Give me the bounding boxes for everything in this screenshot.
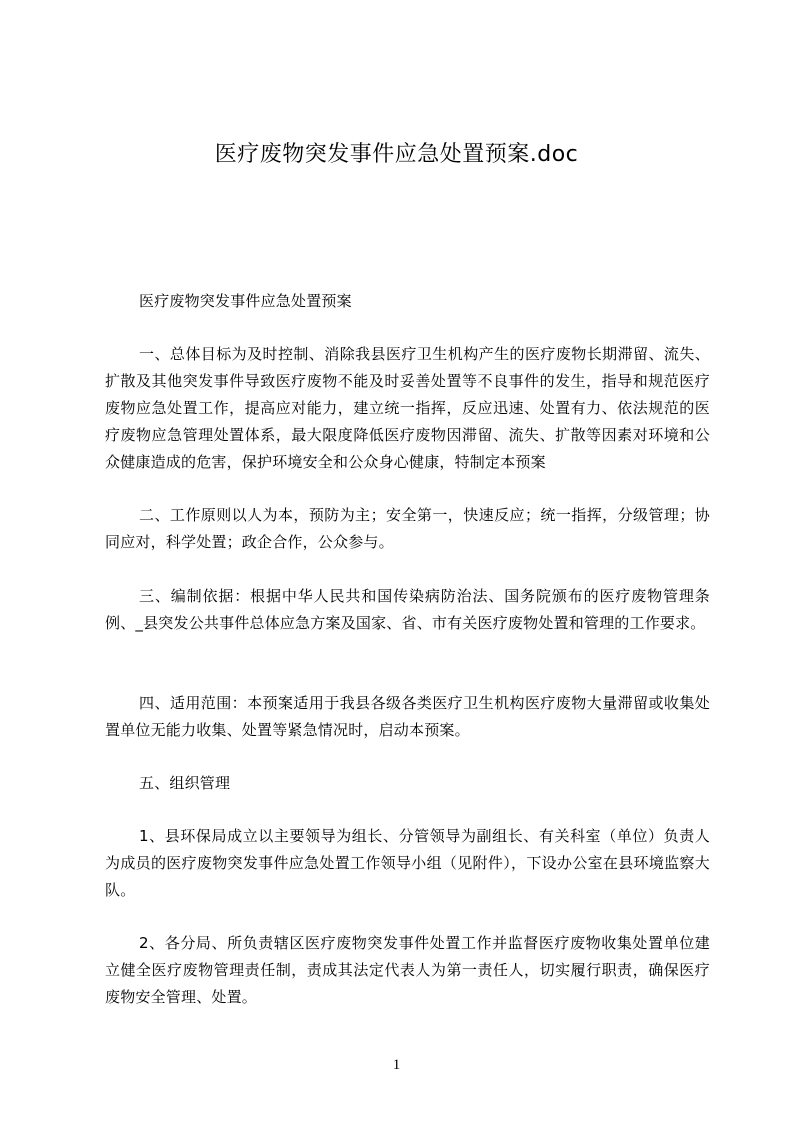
paragraph-item-2: 2、各分局、所负责辖区医疗废物突发事件处置工作并监督医疗废物收集处置单位建立健全医疗废物管理责任制，责成其法定代表人为第一责任人，切实履行职责，确保医疗废物安全管理、处置。 — [105, 934, 710, 1006]
document-title: 医疗废物突发事件应急处置预案.doc — [214, 142, 579, 167]
paragraph-work-principles: 二、工作原则以人为本，预防为主；安全第一，快速反应；统一指挥，分级管理；协同应对，科学处置；政企合作，公众参与。 — [105, 506, 710, 551]
paragraph-item-1: 1、县环保局成立以主要领导为组长、分管领导为副组长、有关科室（单位）负责人为成员的医疗废物突发事件应急处置工作领导小组（见附件），下设办公室在县环境监察大队。 — [105, 827, 710, 899]
section-heading-organization: 五、组织管理 — [139, 774, 231, 792]
page-number: 1 — [392, 1057, 401, 1073]
document-subtitle: 医疗废物突发事件应急处置预案 — [139, 292, 352, 310]
paragraph-overall-goal: 一、总体目标为及时控制、消除我县医疗卫生机构产生的医疗废物长期滞留、流失、扩散及其他突发事件导致医疗废物不能及时妥善处置等不良事件的发生，指导和规范医疗废物应急处置工作，提高应对能力，建立统一指挥，反应迅速、处置有力、依法规范的医疗废物应急管理处置体系，最大限度降低医疗废物因滞留、流失、扩散等因素对环境和公众健康造成的危害，保护环境安全和公众身心健康，特制定本预案 — [105, 345, 710, 471]
paragraph-scope: 四、适用范围：本预案适用于我县各级各类医疗卫生机构医疗废物大量滞留或收集处置单位无能力收集、处置等紧急情况时，启动本预案。 — [105, 694, 710, 739]
paragraph-basis: 三、编制依据：根据中华人民共和国传染病防治法、国务院颁布的医疗废物管理条例、_县突发公共事件总体应急方案及国家、省、市有关医疗废物处置和管理的工作要求。 — [105, 587, 710, 632]
